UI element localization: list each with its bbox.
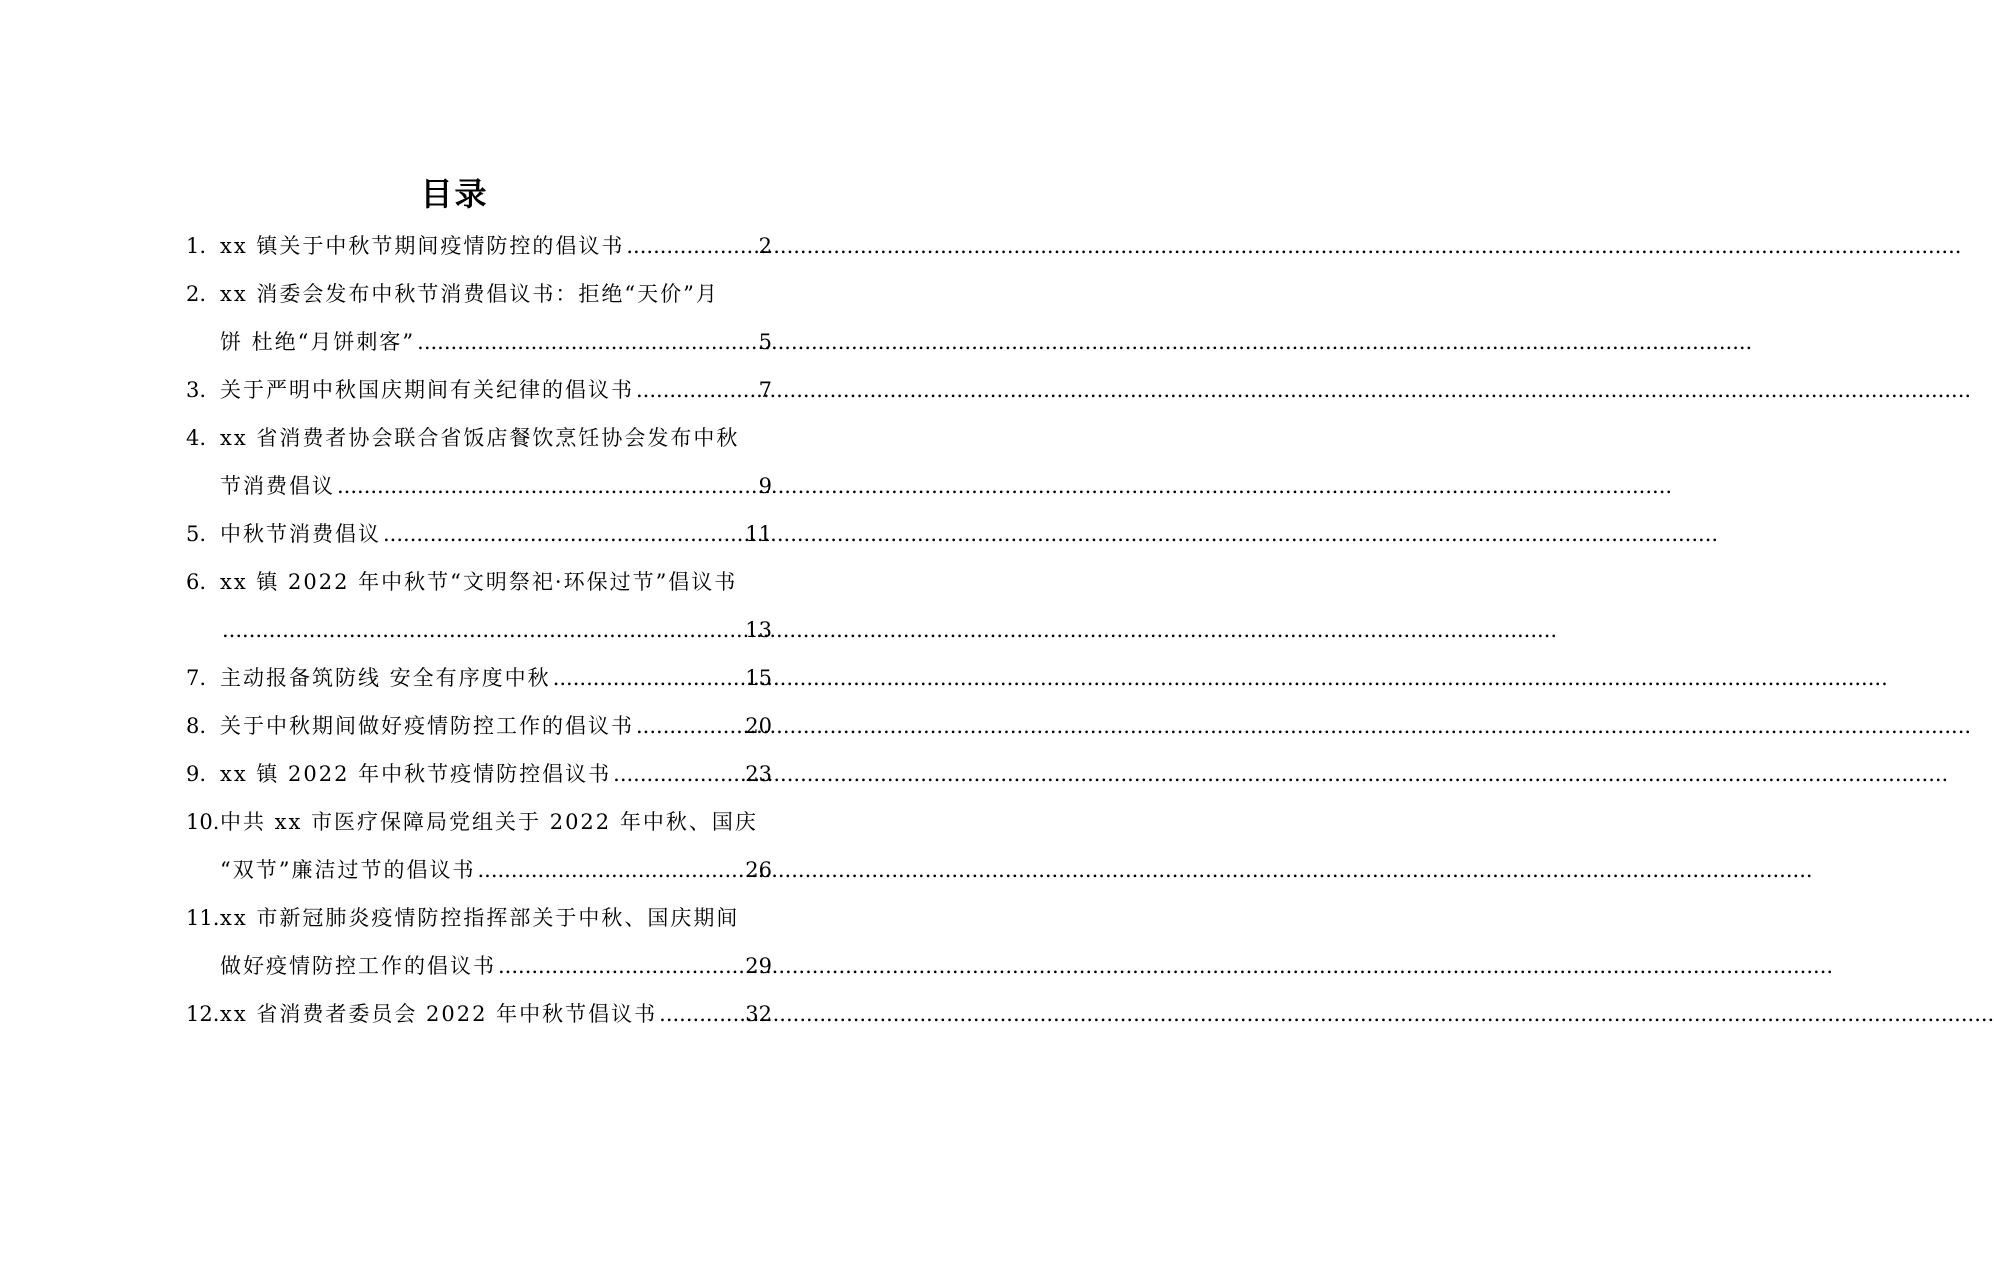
entry-page-number: 5 (758, 330, 772, 354)
toc-line (186, 750, 772, 798)
toc-line (186, 606, 772, 654)
leader-dots (636, 366, 757, 414)
toc-line (186, 222, 772, 270)
toc-entry[interactable] (186, 366, 772, 414)
leader-dots (477, 846, 743, 894)
entry-title: 主动报备筑防线 安全有序度中秋 (220, 666, 551, 690)
leader-dots (613, 750, 743, 798)
toc-line (186, 462, 772, 510)
leader-dots (337, 462, 757, 510)
toc-title: 目录 (420, 175, 489, 213)
toc-entry[interactable] (186, 222, 772, 270)
entry-number: 8. (186, 714, 207, 738)
toc-entry[interactable] (186, 558, 772, 654)
entry-title: xx 省消费者委员会 2022 年中秋节倡议书 (220, 1002, 658, 1026)
entry-title: xx 镇关于中秋节期间疫情防控的倡议书 (220, 234, 625, 258)
entry-title: xx 省消费者协会联合省饭店餐饮烹饪协会发布中秋 (220, 426, 740, 450)
entry-title-continued: 节消费倡议 (220, 474, 335, 498)
toc-line (186, 318, 772, 366)
leader-dots (553, 654, 744, 702)
entry-title: xx 消委会发布中秋节消费倡议书：拒绝“天价”月 (220, 282, 719, 306)
toc-line (186, 846, 772, 894)
entry-title: 关于严明中秋国庆期间有关纪律的倡议书 (220, 378, 634, 402)
entry-title-continued: 饼 杜绝“月饼刺客” (220, 330, 416, 354)
entry-number: 7. (186, 666, 207, 690)
toc-line (186, 654, 772, 702)
leader-dots (626, 222, 756, 270)
toc-line (186, 366, 772, 414)
toc-line (186, 510, 772, 558)
toc-line (186, 942, 772, 990)
toc-entry[interactable] (186, 654, 772, 702)
leader-dots (222, 606, 743, 654)
toc-line (186, 558, 772, 606)
entry-page-number: 26 (745, 858, 772, 882)
leader-dots (383, 510, 743, 558)
entry-number: 1. (186, 234, 207, 258)
toc-line (186, 990, 772, 1038)
entry-page-number: 29 (745, 954, 772, 978)
leader-dots (659, 990, 743, 1038)
entry-title: 中共 xx 市医疗保障局党组关于 2022 年中秋、国庆 (220, 810, 758, 834)
entry-page-number: 15 (745, 666, 772, 690)
entry-page-number: 9 (758, 474, 772, 498)
toc-entry[interactable] (186, 414, 772, 510)
entry-number: 5. (186, 522, 207, 546)
entry-page-number: 7 (758, 378, 772, 402)
entry-number: 11. (186, 906, 220, 930)
leader-dots (417, 318, 756, 366)
toc-list (186, 222, 772, 1038)
entry-page-number: 11 (745, 522, 772, 546)
toc-entry[interactable] (186, 750, 772, 798)
entry-page-number: 32 (745, 1002, 772, 1026)
entry-title: xx 镇 2022 年中秋节疫情防控倡议书 (220, 762, 612, 786)
entry-page-number: 20 (745, 714, 772, 738)
toc-line (186, 270, 772, 318)
entry-page-number: 2 (758, 234, 772, 258)
entry-number: 6. (186, 570, 207, 594)
toc-entry[interactable] (186, 702, 772, 750)
leader-dots (498, 942, 743, 990)
entry-number: 2. (186, 282, 207, 306)
entry-title: 中秋节消费倡议 (220, 522, 381, 546)
toc-entry[interactable] (186, 270, 772, 366)
entry-number: 3. (186, 378, 207, 402)
entry-page-number: 13 (745, 618, 772, 642)
document-page (0, 0, 909, 1286)
toc-line (186, 414, 772, 462)
entry-title-continued: 做好疫情防控工作的倡议书 (220, 954, 496, 978)
entry-number: 9. (186, 762, 207, 786)
toc-entry[interactable] (186, 510, 772, 558)
leader-dots (636, 702, 743, 750)
entry-number: 12. (186, 1002, 220, 1026)
entry-number: 4. (186, 426, 207, 450)
entry-title: xx 镇 2022 年中秋节“文明祭祀·环保过节”倡议书 (220, 570, 738, 594)
entry-title: xx 市新冠肺炎疫情防控指挥部关于中秋、国庆期间 (220, 906, 740, 930)
toc-entry[interactable] (186, 894, 772, 990)
entry-title-continued: “双节”廉洁过节的倡议书 (220, 858, 476, 882)
entry-number: 10. (186, 810, 220, 834)
toc-line (186, 894, 772, 942)
entry-page-number: 23 (745, 762, 772, 786)
toc-entry[interactable] (186, 798, 772, 894)
toc-line (186, 702, 772, 750)
toc-line (186, 798, 772, 846)
entry-title: 关于中秋期间做好疫情防控工作的倡议书 (220, 714, 634, 738)
toc-entry[interactable] (186, 990, 772, 1038)
